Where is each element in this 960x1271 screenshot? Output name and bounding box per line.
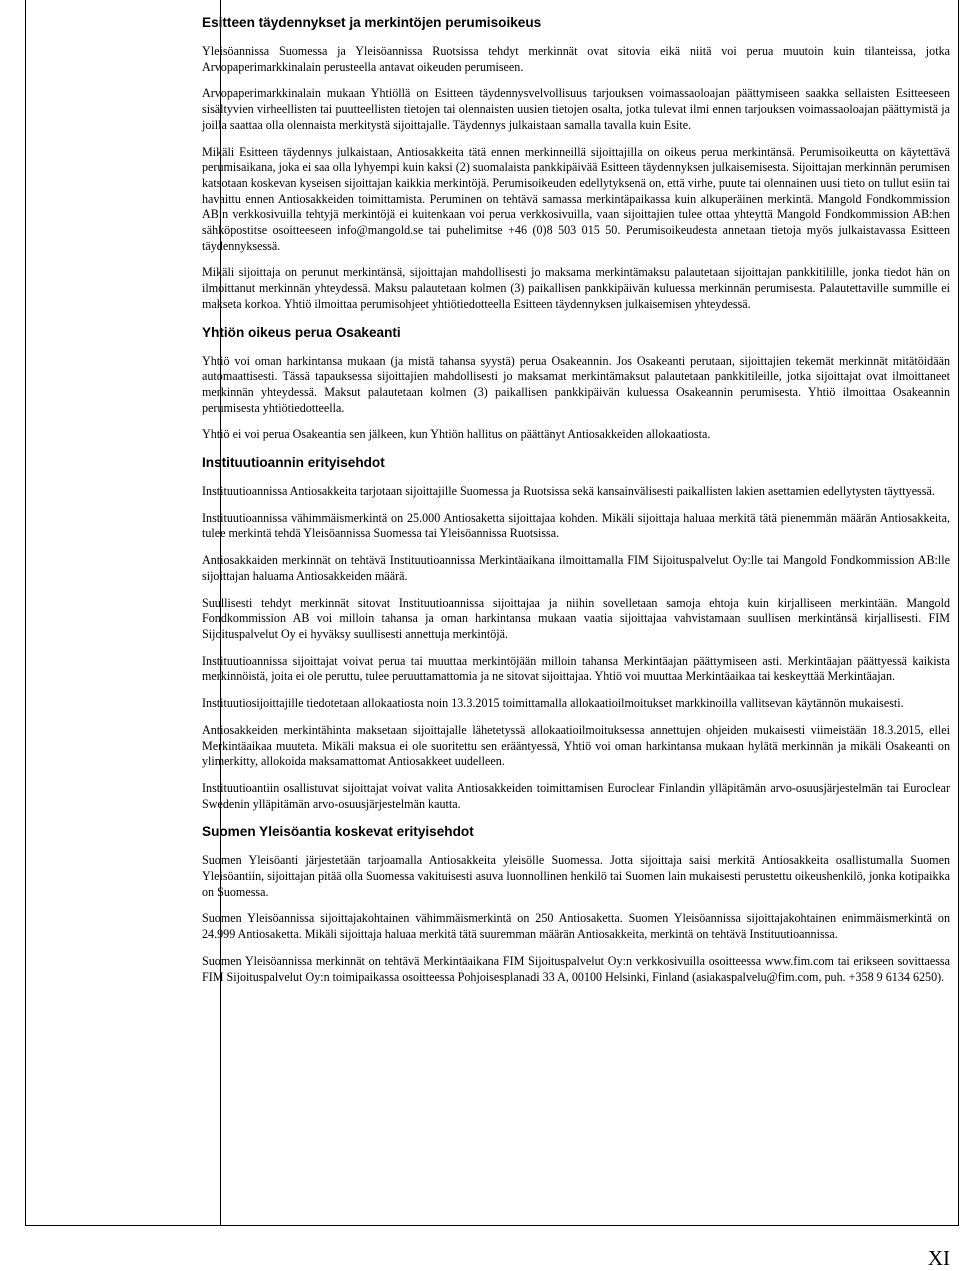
section-heading: Instituutioannin erityisehdot bbox=[202, 455, 385, 471]
paragraph: Instituutioannissa vähimmäismerkintä on 25.000 Antiosaketta sijoittajaa kohden. Mikäli sijoittaja haluaa merkitä tätä pienemmän määrän Antiosakkeita, tulee merkintä tehdä Yleisöannissa Suomessa tai Yleisöannissa Ruotsissa. bbox=[202, 510, 950, 541]
paragraph: Instituutiosijoittajille tiedotetaan allokaatiosta noin 13.3.2015 toimittamalla allokaatioilmoitukset markkinoilla vallitsevan käytännön mukaisesti. bbox=[202, 696, 904, 711]
paragraph: Antiosakkeiden merkintähinta maksetaan sijoittajalle lähetetyssä allokaatioilmoituksessa annettujen ohjeiden mukaisesti viimeistään 18.3.2015, ellei Merkintäaikaa muuteta. Mikäli maksua ei ole suoritettu sen erääntyessä, Yhtiö voi oman harkintansa mukaan hylätä merkinnän ja mikäli Osakeanti on ylimerkitty, allokoida maksamattomat Antiosakkeet uudelleen. bbox=[202, 722, 950, 769]
paragraph: Yhtiö ei voi perua Osakeantia sen jälkeen, kun Yhtiön hallitus on päättänyt Antiosakkeiden allokaatiosta. bbox=[202, 427, 711, 442]
section-heading: Suomen Yleisöantia koskevat erityisehdot bbox=[202, 824, 474, 840]
section-heading: Esitteen täydennykset ja merkintöjen perumisoikeus bbox=[202, 15, 542, 30]
paragraph: Mikäli Esitteen täydennys julkaistaan, Antiosakkeita tätä ennen merkinneillä sijoittajilla on oikeus perua merkintänsä. Perumisoikeutta on käytettävä perumisaikana, joka ei saa olla lyhyempi kuin kaksi (2) suomalaista pankkipäivää Esitteen täydennyksen julkaisemisesta. Sijoittajan merkinnän perumisen katsotaan koskevan kyseisen sijoittajan kaikkia merkintöjä. Perumisoikeuden edellytyksenä on, että virhe, puute tai olennainen uusi tieto on tullut esiin tai havaittu ennen Antiosakkeiden toimittamista. Peruminen on tehtävä samassa merkintäpaikassa kuin alkuperäinen merkintä. Mangold Fondkommission AB:n verkkosivuilla tehtyjä merkintöjä ei kuitenkaan voi perua verkkosivuilla, vaan sijoittajien tulee ottaa yhteyttä Mangold Fondkommission AB:hen sähköpostitse osoitteeseen info@mangold.se tai puhelimitse +46 (0)8 503 015 50. Perumisoikeudesta annetaan tietoja myös julkaistavassa Esitteen täydennyksessä. bbox=[202, 144, 950, 253]
paragraph: Instituutioannissa Antiosakkeita tarjotaan sijoittajille Suomessa ja Ruotsissa sekä kansainvälisesti paikallisten lakien asettamien edellytysten täyttyessä. bbox=[202, 484, 935, 499]
document-body bbox=[202, 9, 950, 996]
paragraph: Instituutioantiin osallistuvat sijoittajat voivat valita Antiosakkeiden toimittamisen Euroclear Finlandin ylläpitämän arvo-osuusjärjestelmän tai Euroclear Swedenin ylläpitämän arvo-osuusjärjestelmän kautta. bbox=[202, 780, 950, 811]
paragraph: Suomen Yleisöanti järjestetään tarjoamalla Antiosakkeita yleisölle Suomessa. Jotta sijoittaja saisi merkitä Antiosakkeita osallistumalla Suomen Yleisöantiin, sijoittajan pitää olla Suomessa vakituisesti asuva luonnollinen henkilö tai Suomen lain mukaisesti perustettu oikeushenkilö, jonka kotipaikka on Suomessa. bbox=[202, 853, 950, 899]
section-heading: Yhtiön oikeus perua Osakeanti bbox=[202, 324, 401, 340]
section-suomen-yleisoanti bbox=[202, 823, 950, 985]
paragraph: Arvopaperimarkkinalain mukaan Yhtiöllä on Esitteen täydennysvelvollisuus tarjouksen voimassaoloajan päättymiseen saakka sellaisten Esitteeseen sisältyvien virheellisten tai puutteellisten tietojen tai olennaisten uusien tietojen osalta, jotka tulevat ilmi ennen tarjouksen voimassaoloajan päättymistä ja joilla saattaa olla olennaista merkitystä sijoittajalle. Täydennys julkaistaan samalla tavalla kuin Esite. bbox=[202, 86, 950, 132]
paragraph: Antiosakkaiden merkinnät on tehtävä Instituutioannissa Merkintäaikana ilmoittamalla FIM Sijoituspalvelut Oy:lle tai Mangold Fondkommission AB:lle sijoittajan haluama Antiosakkeiden määrä. bbox=[202, 553, 950, 583]
page-number: XI bbox=[927, 1246, 950, 1270]
paragraph: Yhtiö voi oman harkintansa mukaan (ja mistä tahansa syystä) perua Osakeannin. Jos Osakeanti perutaan, sijoittajien tekemät merkinnät mitätöidään automaattisesti. Tässä tapauksessa sijoittajien mahdollisesti jo maksamat merkintämaksut palautetaan pankkitileille, jotka sijoittajat ovat ilmoittaneet merkinnän yhteydessä. Maksut palautetaan kolmen (3) paikallisen pankkipäivän kuluessa Osakeannin perumisesta. Yhtiö ilmoittaa Osakeannin perumisesta yhtiötiedotteella. bbox=[202, 353, 950, 415]
section-instituutioanti bbox=[202, 454, 950, 812]
paragraph: Yleisöannissa Suomessa ja Yleisöannissa Ruotsissa tehdyt merkinnät ovat sitovia eikä niitä voi perua muutoin kuin tilanteissa, jotka Arvopaperimarkkinalain perusteella antavat oikeuden perumiseen. bbox=[202, 44, 950, 74]
section-esitteen-taydennykset bbox=[202, 14, 950, 313]
paragraph: Instituutioannissa sijoittajat voivat perua tai muuttaa merkintöjään milloin tahansa Merkintäajan päättymiseen asti. Merkintäajan päättyessä kaikista merkinnöistä, joita ei ole peruttu, tulee peruuttamattomia ja ne sitovat sijoittajaa. Yhtiö voi muuttaa Merkintäaikaa tai keskeyttää Merkintäajan. bbox=[202, 653, 950, 684]
paragraph: Suomen Yleisöannissa merkinnät on tehtävä Merkintäaikana FIM Sijoituspalvelut Oy:n verkkosivuilla osoitteessa www.fim.com tai erikseen sovittaessa FIM Sijoituspalvelut Oy:n toimipaikassa osoitteessa Pohjoisesplanadi 33 A, 00100 Helsinki, Finland (asiakaspalvelu@fim.com, puh. +358 9 6134 6250). bbox=[202, 953, 950, 984]
paragraph: Mikäli sijoittaja on perunut merkintänsä, sijoittajan mahdollisesti jo maksama merkintämaksu palautetaan sijoittajan pankkitilille, jonka tiedot hän on ilmoittanut merkinnän yhteydessä. Maksu palautetaan kolmen (3) paikallisen pankkipäivän kuluessa merkinnän perumisesta. Palautettaville summille ei makseta korkoa. Yhtiö ilmoittaa perumisohjeet yhtiötiedotteella Esitteen täydennyksen julkaisemisen yhteydessä. bbox=[202, 265, 950, 311]
paragraph: Suullisesti tehdyt merkinnät sitovat Instituutioannissa sijoittajaa ja niihin sovelletaan samoja ehtoja kuin kirjalliseen merkintään. Mangold Fondkommission AB voi milloin tahansa ja oman harkintansa mukaan vaatia sijoittajaa vahvistamaan suullisen merkintänsä kirjallisesti. FIM Sijoituspalvelut Oy ei hyväksy suullisesti annettuja merkintöjä. bbox=[202, 595, 950, 641]
section-yhtion-oikeus-perua bbox=[202, 324, 950, 444]
paragraph: Suomen Yleisöannissa sijoittajakohtainen vähimmäismerkintä on 250 Antiosaketta. Suomen Yleisöannissa sijoittajakohtainen enimmäismerkintä on 24.999 Antiosaketta. Mikäli sijoittaja haluaa merkitä tätä suuremman määrän Antiosakkeita, merkintä on tehtävä Instituutioannissa. bbox=[202, 911, 950, 942]
